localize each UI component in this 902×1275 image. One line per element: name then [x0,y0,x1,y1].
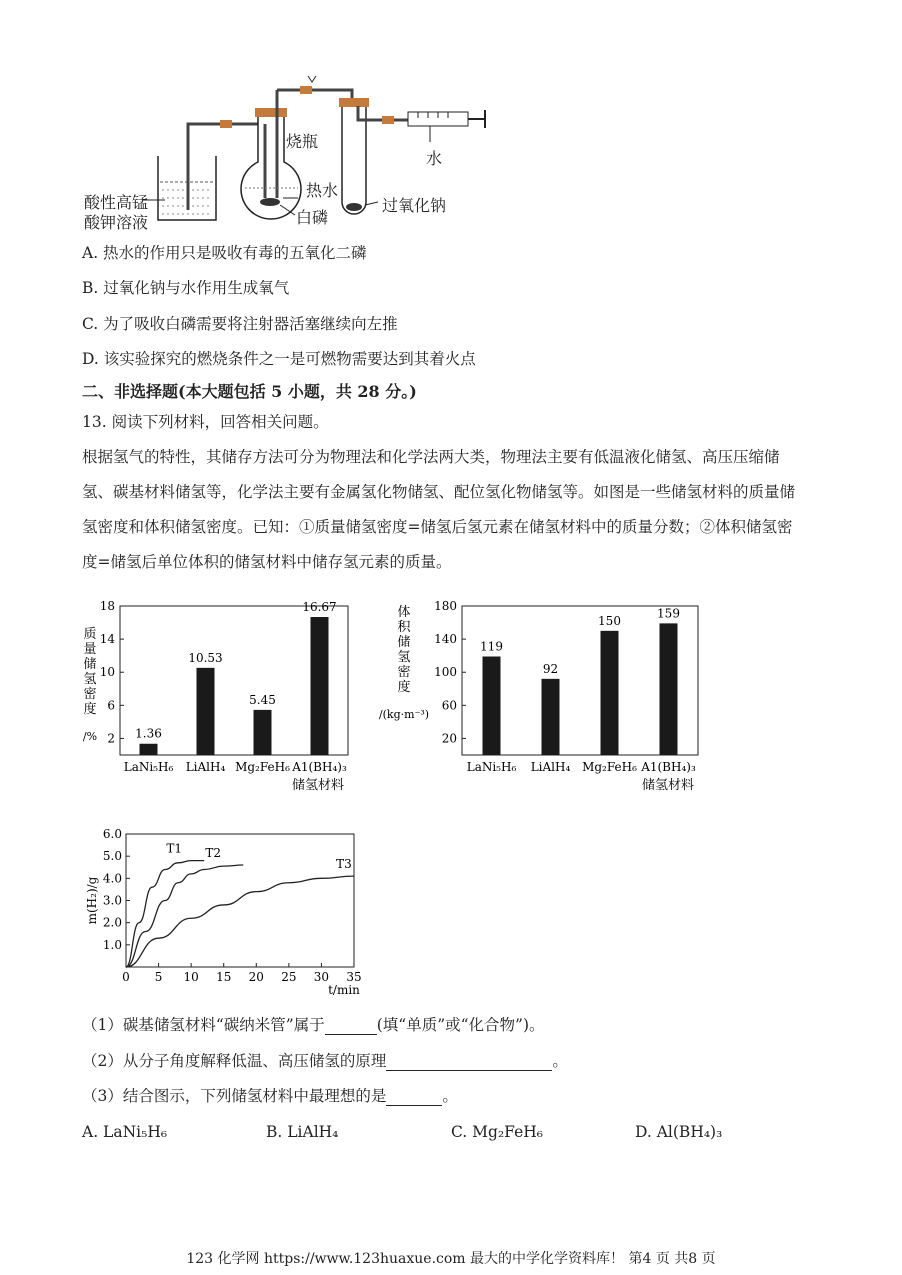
q13-sub2-text: （2）从分子角度解释低温、高压储氢的原理 [82,1052,387,1070]
y-tick-label: 100 [434,665,457,680]
ylabel-char: 积 [397,620,411,635]
series-label: T3 [336,857,352,872]
chart-volume-density [378,590,718,800]
ylabel-char: 储 [83,657,97,672]
y-tick-label: 2 [107,731,115,746]
x-tick-label: 20 [248,970,264,984]
q13-choice-c: C. Mg₂FeH₆ [451,1123,543,1141]
y-axis-label: m(H₂)/g [85,876,99,925]
y-tick-label: 6 [107,698,115,713]
q12-option-b: B. 过氧化钠与水作用生成氧气 [82,279,290,297]
series-line-T1 [126,861,204,967]
bar-value-label: 92 [542,661,559,676]
y-tick-label: 180 [434,599,457,613]
bar [601,631,619,755]
label-kmno4-1: 酸性高锰 [84,193,149,212]
bar [254,710,272,755]
ylabel-unit: /(kg·m⁻³) [378,708,430,721]
y-tick-label: 3.0 [102,893,122,908]
q13-sub3-blank[interactable] [386,1089,442,1106]
q13-choice-d: D. Al(BH₄)₃ [635,1123,723,1141]
q13-para-3: 氢密度和体积储氢密度。已知：①质量储氢密度=储氢后氢元素在储氢材料中的质量分数；②体积储氢密 [82,518,793,536]
y-tick-label: 5.0 [102,849,122,864]
q13-para-4: 度=储氢后单位体积的储氢材料中储存氢元素的质量。 [82,553,452,571]
bar-value-label: 10.53 [188,650,223,665]
x-tick-label: Mg₂FeH₆ [235,760,290,774]
bar [197,668,215,755]
series-line-T3 [126,876,354,967]
bar-value-label: 5.45 [249,692,276,707]
bar [542,679,560,755]
y-tick-label: 1.0 [102,937,122,952]
q13-choice-a: A. LaNi₅H₆ [82,1123,168,1141]
q13-choice-b: B. LiAlH₄ [266,1123,339,1141]
q13-sub2-end: 。 [552,1052,568,1070]
y-tick-label: 6.0 [102,827,122,841]
q13-sub1-blank[interactable] [325,1018,377,1035]
label-kmno4-2: 酸钾溶液 [84,213,149,232]
x-tick-label: A1(BH₄)₃ [641,760,696,774]
x-tick-label: 25 [281,970,297,984]
section-title: 二、非选择题(本大题包括 5 小题，共 28 分。) [82,382,417,401]
bar-value-label: 16.67 [302,600,337,615]
ylabel-char: 氢 [397,650,411,665]
label-white-phosphorus: 白磷 [296,208,329,227]
chart-mass-density [78,590,378,800]
bar [140,744,158,755]
y-tick-label: 18 [99,599,115,613]
y-tick-label: 60 [441,698,457,713]
q13-sub1-hint: (填“单质”或“化合物”)。 [376,1016,545,1034]
ylabel-char: 密 [397,665,411,680]
y-tick-label: 10 [99,665,115,680]
x-tick-label: 35 [346,970,362,984]
x-tick-label: LaNi₅H₆ [466,760,517,774]
ylabel-char: 储 [397,635,411,650]
q13-sub1-text: （1）碳基储氢材料“碳纳米管”属于 [82,1016,325,1034]
ylabel-unit: /% [82,730,98,743]
q13-sub2-blank[interactable] [386,1054,552,1071]
x-tick-label: 30 [313,970,330,984]
ylabel-char: 体 [397,605,411,620]
q12-option-d: D. 该实验探究的燃烧条件之一是可燃物需要达到其着火点 [82,350,476,368]
x-tick-label: LaNi₅H₆ [123,760,174,774]
q13-para-1: 根据氢气的特性，其储存方法可分为物理法和化学法两大类，物理法主要有低温液化储氢、高压压缩储 [82,448,780,466]
x-axis-label: 储氢材料 [291,778,345,793]
q12-option-c: C. 为了吸收白磷需要将注射器活塞继续向左推 [82,315,398,333]
x-tick-label: 15 [216,970,232,984]
page-footer: 123 化学网 https://www.123huaxue.com 最大的中学化学资料库！ 第4 页 共8 页 [186,1251,716,1267]
series-label: T1 [166,841,182,856]
x-tick-label: LiAlH₄ [185,760,226,774]
ylabel-char: 度 [397,680,411,695]
y-tick-label: 140 [434,632,457,647]
label-water: 水 [426,149,443,168]
bar [483,656,501,755]
y-tick-label: 14 [99,632,115,647]
ylabel-char: 氢 [83,672,97,687]
y-tick-label: 4.0 [102,871,122,886]
plot-frame [126,834,354,967]
bar [660,623,678,755]
x-axis-label: t/min [328,983,360,997]
x-tick-label: 0 [122,970,130,984]
q13-stem: 13. 阅读下列材料，回答相关问题。 [82,413,329,431]
q13-para-2: 氢、碳基材料储氢等，化学法主要有金属氢化物储氢、配位氢化物储氢等。如图是一些储氢材料的质量储 [82,483,796,501]
ylabel-char: 质 [83,627,97,642]
y-tick-label: 20 [441,731,457,746]
label-flask: 烧瓶 [286,132,319,151]
ylabel-char: 量 [83,642,97,657]
bar-value-label: 159 [657,606,680,621]
x-tick-label: 10 [183,970,199,984]
bar [311,617,329,755]
q13-sub1 [82,1015,545,1035]
bar-value-label: 119 [480,639,503,654]
chart-hydrogen-mass-time [78,820,378,1000]
x-tick-label: A1(BH₄)₃ [292,760,347,774]
q12-option-a: A. 热水的作用只是吸收有毒的五氧化二磷 [82,244,367,262]
bar-value-label: 150 [598,613,621,628]
x-axis-label: 储氢材料 [641,778,695,793]
q13-sub3 [82,1086,458,1106]
bar-value-label: 1.36 [135,726,162,741]
y-tick-label: 2.0 [102,915,122,930]
q13-sub3-text: （3）结合图示，下列储氢材料中最理想的是 [82,1087,387,1105]
label-peroxide: 过氧化钠 [382,196,447,215]
q13-sub2 [82,1051,568,1071]
ylabel-char: 密 [83,687,97,702]
x-tick-label: Mg₂FeH₆ [582,760,637,774]
ylabel-char: 度 [83,702,97,717]
series-label: T2 [205,846,222,861]
q13-sub3-end: 。 [442,1087,458,1105]
x-tick-label: 5 [154,970,163,984]
x-tick-label: LiAlH₄ [530,760,571,774]
label-hot-water: 热水 [306,181,339,200]
